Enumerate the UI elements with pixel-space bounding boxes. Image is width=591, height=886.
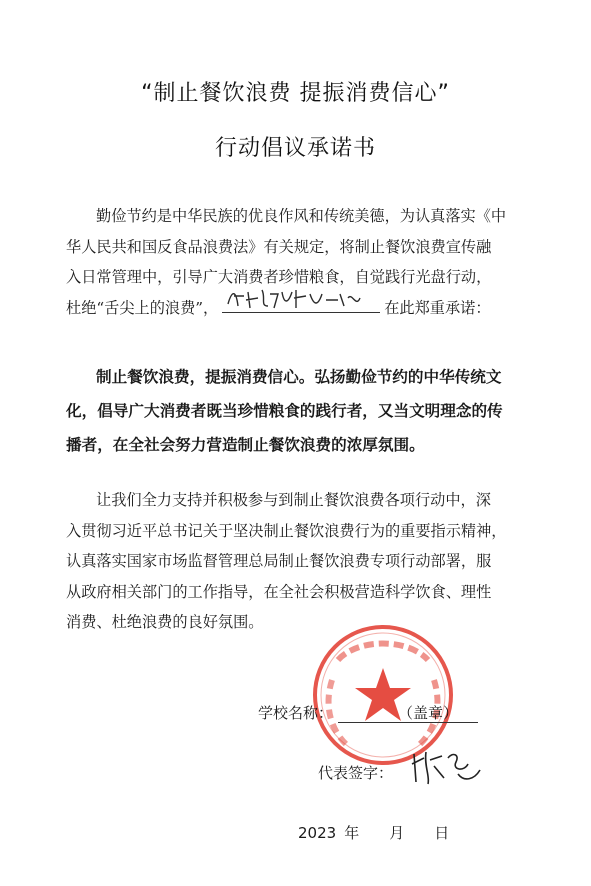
paragraph-3-line: 入贯彻习近平总书记关于坚决制止餐饮浪费行为的重要指示精神， (66, 521, 507, 540)
paragraph-1-last-line (66, 293, 542, 324)
paragraph-3-line: 从政府相关部门的工作指导，在全社会积极营造科学饮食、理性 (66, 582, 492, 601)
date-year: 2023 (298, 824, 337, 842)
date-line (298, 822, 449, 843)
paragraph-3 (66, 485, 542, 638)
paragraph-3-line: 消费、杜绝浪费的良好氛围。 (66, 613, 264, 631)
document-title-line2: 行动倡议承诺书 (214, 136, 376, 161)
seal-note: （盖章） (398, 704, 459, 722)
date-year-char: 年 (344, 824, 360, 842)
document-title-line1: “制止餐饮浪费 提振消费信心” (141, 81, 450, 106)
paragraph-3-line: 让我们全力支持并积极参与到制止餐饮浪费各项行动中，深 (96, 491, 491, 509)
paragraph-1-line: 华人民共和国反食品浪费法》有关规定，将制止餐饮浪费宣传融 (66, 237, 492, 256)
handwritten-signature (408, 748, 488, 788)
paragraph-1-line: 入日常管理中，引导广大消费者珍惜粮食，自觉践行光盘行动， (66, 268, 492, 286)
paragraph-3-line: 认真落实国家市场监督管理总局制止餐饮浪费专项行动部署，服 (66, 552, 492, 570)
date-day-char: 日 (434, 824, 450, 842)
school-name-label: 学校名称： (258, 704, 334, 722)
paragraph-2 (66, 360, 542, 462)
date-month-char: 月 (389, 824, 405, 842)
paragraph-1-tail: 在此郑重承诺： (384, 298, 491, 317)
representative-signature-label: 代表签字： (318, 764, 394, 782)
handwritten-school-name (222, 298, 380, 313)
paragraph-1 (66, 201, 542, 323)
paragraph-1-line: 勤俭节约是中华民族的优良作风和传统美德，为认真落实《中 (96, 207, 507, 225)
paragraph-1-line: 杜绝“舌尖上的浪费”， (66, 298, 219, 317)
paragraph-2-line: 播者，在全社会努力营造制止餐饮浪费的浓厚氛围。 (66, 436, 425, 454)
handwriting-scribble (222, 284, 380, 312)
paragraph-2-line: 制止餐饮浪费，提振消费信心。弘扬勤俭节约的中华传统文 (96, 368, 502, 386)
paragraph-2-line: 化，倡导广大消费者既当珍惜粮食的践行者，又当文明理念的传 (66, 402, 503, 420)
